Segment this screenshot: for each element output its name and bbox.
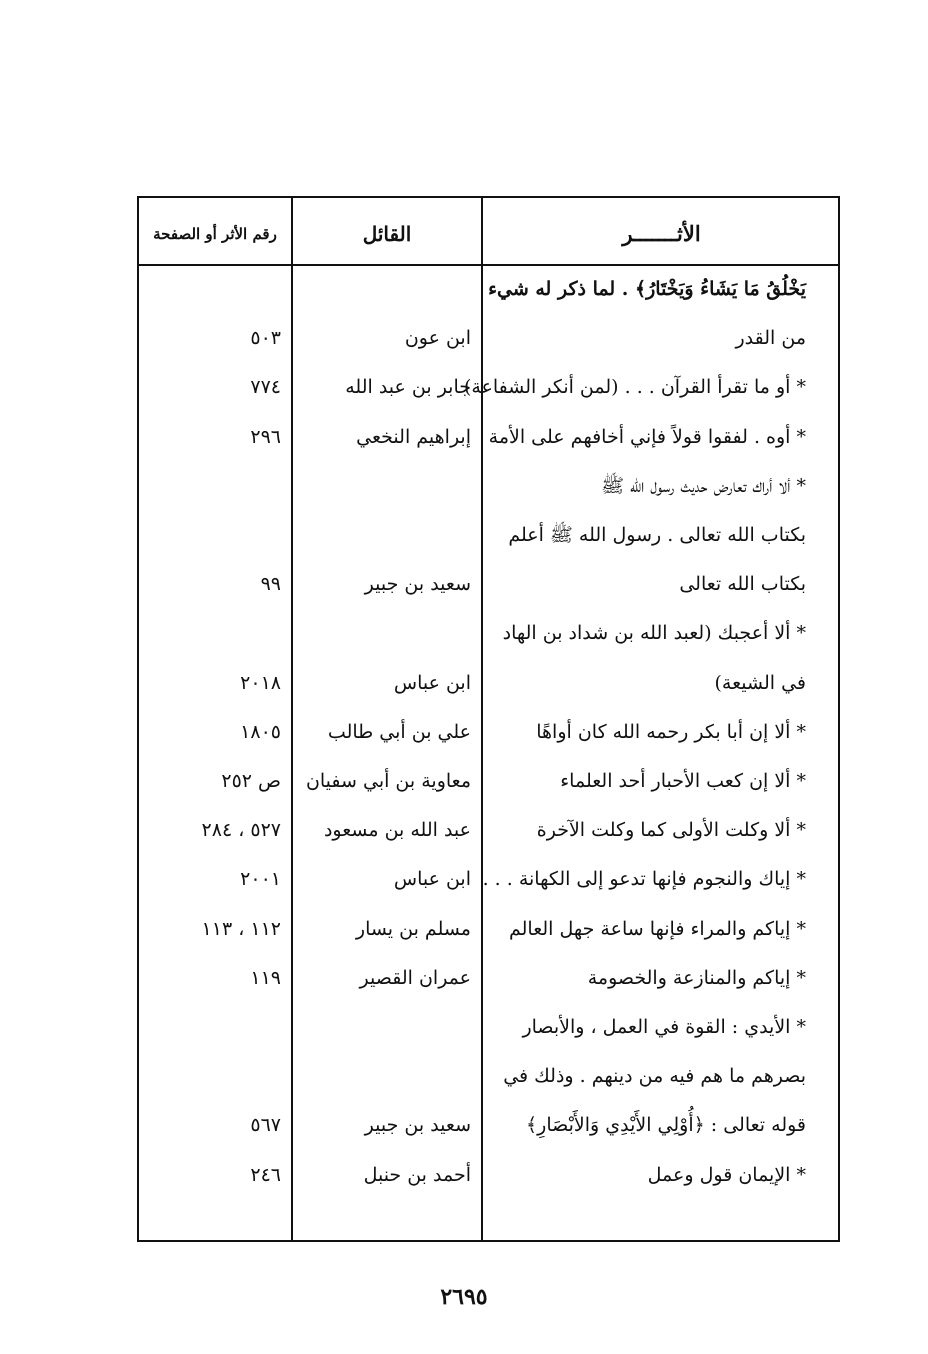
row-4-athar: * أوه . لفقوا قولاً فإني أخافهم على الأمة [488,426,806,448]
row-4-ref: ٢٩٦ [250,426,281,448]
row-15-qail: عمران القصير [359,967,471,989]
row-12-ref: ٥٢٧ ، ٢٨٤ [201,819,281,841]
header-qail: القائل [362,222,412,246]
row-13-athar: * إياك والنجوم فإنها تدعو إلى الكهانة . . . [482,868,806,890]
row-15-ref: ١١٩ [250,967,281,989]
row-7-ref: ٩٩ [260,573,281,595]
row-2-qail: ابن عون [404,327,471,349]
row-10-ref: ١٨٠٥ [240,721,281,743]
row-18-ref: ٥٦٧ [250,1114,281,1136]
row-14-qail: مسلم بن يسار [355,918,471,940]
row-9-athar: في الشيعة) [714,672,806,694]
row-13-ref: ٢٠٠١ [240,868,281,890]
row-13-qail: ابن عباس [393,868,471,890]
page-number: ٢٦٩٥ [440,1284,488,1310]
row-5-athar: * ألا أراك تعارض حديث رسول الله ﷺ [601,475,806,497]
header-divider [139,264,838,266]
column-divider-qail-athar [481,198,483,1240]
row-18-athar: قوله تعالى : ﴿أُوْلِي الأَيْدِي وَالأَبْصَارِ﴾ [526,1114,806,1136]
row-14-athar: * إياكم والمراء فإنها ساعة جهل العالم [509,918,806,940]
row-2-ref: ٥٠٣ [250,327,281,349]
row-16-athar: * الأيدي : القوة في العمل ، والأبصار [522,1016,806,1038]
row-19-ref: ٢٤٦ [250,1164,281,1186]
row-12-qail: عبد الله بن مسعود [323,819,471,841]
row-14-ref: ١١٢ ، ١١٣ [201,918,281,940]
row-12-athar: * ألا وكلت الأولى كما وكلت الآخرة [536,819,806,841]
header-ref: رقم الأثر أو الصفحة [153,225,277,243]
row-11-qail: معاوية بن أبي سفيان [305,770,471,792]
row-10-athar: * ألا إن أبا بكر رحمه الله كان أواهًا [536,721,806,743]
row-6-athar: بكتاب الله تعالى . رسول الله ﷺ أعلم [508,524,806,546]
index-table [137,196,840,1242]
row-9-ref: ٢٠١٨ [240,672,281,694]
header-athar: الأثـــــــر [622,221,701,246]
row-17-athar: بصرهم ما هم فيه من دينهم . وذلك في [503,1065,806,1087]
row-15-athar: * إياكم والمنازعة والخصومة [587,967,806,989]
row-3-athar: * أو ما تقرأ القرآن . . . (لمن أنكر الشفاعة) [463,376,806,398]
row-3-qail: جابر بن عبد الله [345,376,471,398]
column-divider-ref-qail [291,198,293,1240]
row-7-athar: بكتاب الله تعالى [679,573,806,595]
row-4-qail: إبراهيم النخعي [356,426,471,448]
row-19-athar: * الإيمان قول وعمل [647,1164,806,1186]
row-7-qail: سعيد بن جبير [364,573,471,595]
row-11-athar: * ألا إن كعب الأحبار أحد العلماء [560,770,806,792]
row-1-athar: يَخْلُقُ مَا يَشَاءُ وَيَخْتَارُ﴾ . لما ذكر له شيء [488,278,806,300]
row-9-qail: ابن عباس [393,672,471,694]
row-10-qail: علي بن أبي طالب [327,721,471,743]
row-3-ref: ٧٧٤ [250,376,281,398]
row-19-qail: أحمد بن حنبل [363,1164,471,1186]
row-2-athar: من القدر [735,327,806,349]
row-11-ref: ص ٢٥٢ [221,770,281,792]
row-8-athar: * ألا أعجبك (لعبد الله بن شداد بن الهاد [502,622,806,644]
row-18-qail: سعيد بن جبير [364,1114,471,1136]
